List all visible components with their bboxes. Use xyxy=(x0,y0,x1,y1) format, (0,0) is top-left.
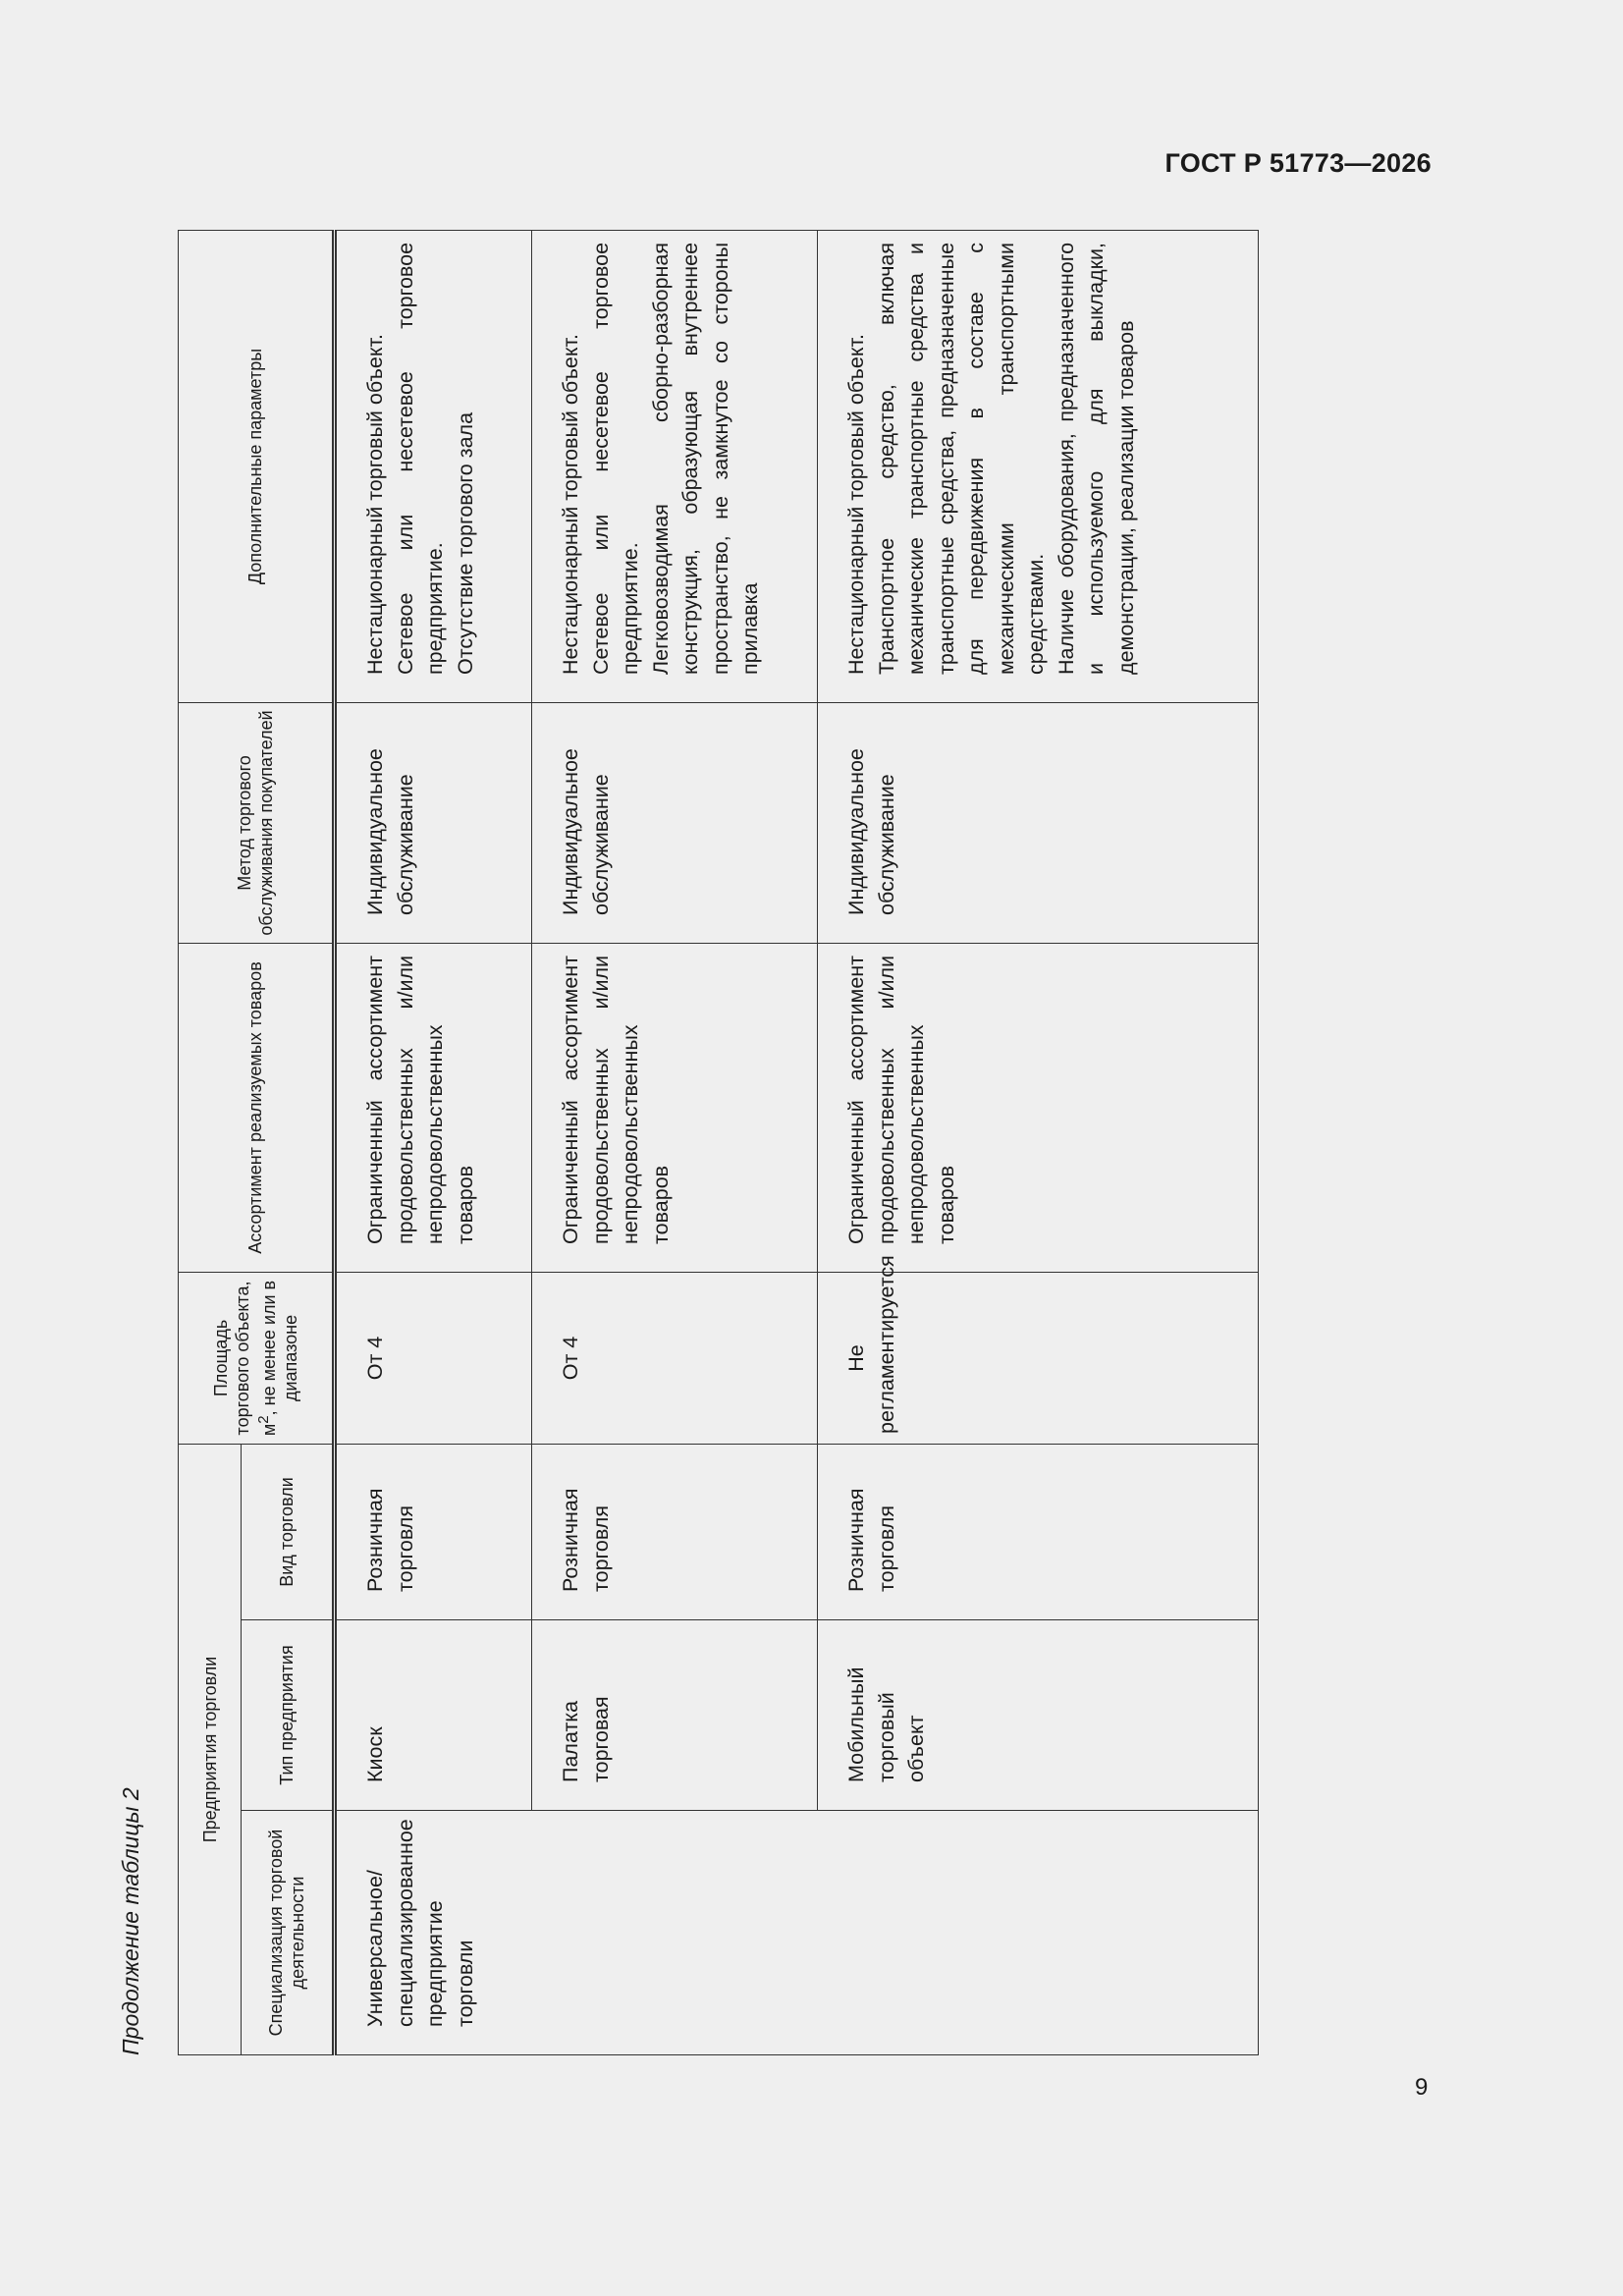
header-enterprise-type: Тип предприятия xyxy=(242,1620,335,1811)
page-number: 9 xyxy=(1415,2074,1429,2101)
param-line: Транспортное средство, включая механические транспортные средства и транспортные средства, предназначенные для передвижения в составе с механическими транспортными средствами. xyxy=(874,242,1048,675)
cell-trade-kind: Розничная торговля xyxy=(818,1444,1259,1619)
header-area-text: Площадь торгового объекта, м xyxy=(210,1281,279,1437)
table-row xyxy=(532,230,818,2054)
cell-specialization: Универсальное/специализированное предприятие торговли xyxy=(335,1811,1259,2055)
header-area xyxy=(179,1272,335,1444)
cell-additional-params xyxy=(532,230,818,702)
cell-area: От 4 xyxy=(532,1272,818,1444)
param-line: Легковозводимая сборно-разборная конструкция, образующая внутреннее пространство, не замкнутое со стороны прилавка xyxy=(648,242,762,675)
cell-area: Не регламентируется xyxy=(818,1272,1259,1444)
param-line: Наличие оборудования, предназначенного и используемого для выкладки, демонстрации, реализации товаров xyxy=(1054,242,1138,675)
header-area-superscript: 2 xyxy=(254,1415,272,1424)
header-area-text-2: , не менее или в диапазоне xyxy=(258,1280,300,1416)
cell-service-method: Индивидуальное обслуживание xyxy=(335,702,532,943)
cell-type: Палатка торговая xyxy=(532,1620,818,1811)
trade-enterprises-table xyxy=(178,230,1259,2055)
cell-additional-params xyxy=(818,230,1259,702)
table-row xyxy=(335,230,532,2054)
cell-area: От 4 xyxy=(335,1272,532,1444)
cell-assortment: Ограниченный ассортимент продовольственных и/или непродовольственных товаров xyxy=(818,943,1259,1272)
param-line: Сетевое или несетевое торговое предприятие. xyxy=(588,242,642,675)
param-line: Отсутствие торгового зала xyxy=(453,411,477,675)
cell-additional-params xyxy=(335,230,532,702)
header-additional-params: Дополнительные параметры xyxy=(179,230,335,702)
header-assortment: Ассортимент реализуемых товаров xyxy=(179,943,335,1272)
header-trade-kind: Вид торговли xyxy=(242,1444,335,1619)
cell-service-method: Индивидуальное обслуживание xyxy=(532,702,818,943)
cell-type: Киоск xyxy=(335,1620,532,1811)
cell-assortment: Ограниченный ассортимент продовольственных и/или непродовольственных товаров xyxy=(532,943,818,1272)
cell-type: Мобильный торговый объект xyxy=(818,1620,1259,1811)
group-header-enterprises: Предприятия торговли xyxy=(179,1444,242,2054)
cell-service-method: Индивидуальное обслуживание xyxy=(818,702,1259,943)
rotated-table-container xyxy=(178,231,1258,2055)
header-specialization: Специализация торговой деятельности xyxy=(242,1811,335,2055)
document-code: ГОСТ Р 51773—2026 xyxy=(1164,148,1432,178)
table-caption: Продолжение таблицы 2 xyxy=(118,1787,143,2055)
param-line: Нестационарный торговый объект. xyxy=(844,334,868,675)
header-service-method: Метод торгового обслуживания покупателей xyxy=(179,702,335,943)
header-row-1 xyxy=(179,230,242,2054)
cell-trade-kind: Розничная торговля xyxy=(335,1444,532,1619)
cell-assortment: Ограниченный ассортимент продовольственных и/или непродовольственных товаров xyxy=(335,943,532,1272)
param-line: Нестационарный торговый объект. xyxy=(363,334,387,675)
cell-trade-kind: Розничная торговля xyxy=(532,1444,818,1619)
table-row xyxy=(818,230,1259,2054)
param-line: Сетевое или несетевое торговое предприятие. xyxy=(393,242,447,675)
param-line: Нестационарный торговый объект. xyxy=(559,334,582,675)
